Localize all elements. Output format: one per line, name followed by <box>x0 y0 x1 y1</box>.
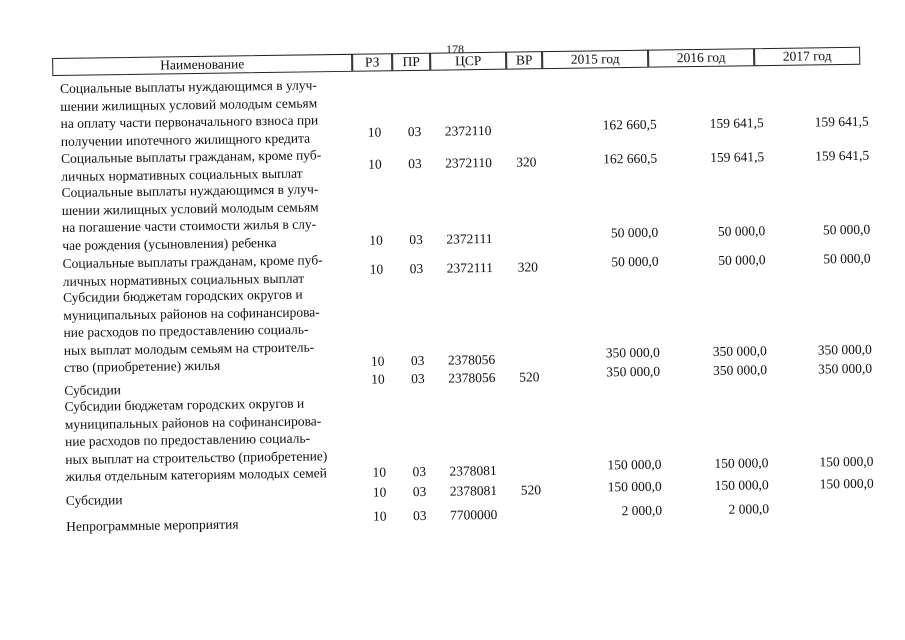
row-name: Субсидии <box>64 382 122 398</box>
row-csr: 2372110 <box>444 122 492 139</box>
row-pr: 03 <box>407 123 422 140</box>
row-csr: 2372110 <box>445 154 493 171</box>
row-2015: 150 000,0 <box>607 478 662 495</box>
row-2016: 50 000,0 <box>717 223 766 239</box>
row-2015: 350 000,0 <box>606 363 661 380</box>
row-2016: 350 000,0 <box>713 362 768 378</box>
header-rz: РЗ <box>352 53 392 72</box>
row-2016: 350 000,0 <box>712 343 767 359</box>
row-vr: 320 <box>516 154 537 170</box>
row-2015: 162 660,5 <box>602 116 657 133</box>
header-2016: 2016 год <box>648 48 754 67</box>
row-name: Социальные выплаты гражданам, кроме пуб- личных нормативных социальных выплат <box>62 252 323 289</box>
header-2015: 2015 год <box>542 50 648 69</box>
row-name: Социальные выплаты нуждающимся в улуч- шении жилищных условий молодым семьям на оплату части первоначального взноса при получении ипотечного жилищного кредита <box>60 77 319 149</box>
row-2017: 150 000,0 <box>819 475 874 492</box>
row-2016: 159 641,5 <box>710 149 765 165</box>
row-pr: 03 <box>412 463 427 480</box>
row-vr: 520 <box>520 482 542 498</box>
row-name: Субсидии <box>65 492 123 508</box>
header-csr: ЦСР <box>430 52 506 71</box>
row-2016: 150 000,0 <box>714 477 769 493</box>
row-2016: 2 000,0 <box>728 501 770 517</box>
row-rz: 10 <box>372 484 387 500</box>
row-name: Непрограммные мероприятия <box>66 516 239 534</box>
row-csr: 2372111 <box>446 230 493 247</box>
row-csr: 2378056 <box>448 369 496 386</box>
row-pr: 03 <box>413 507 427 524</box>
row-rz: 10 <box>369 261 384 277</box>
row-csr: 2372111 <box>446 259 494 276</box>
row-csr: 2378056 <box>447 351 496 368</box>
row-pr: 03 <box>409 260 424 277</box>
row-2016: 50 000,0 <box>718 252 766 268</box>
row-name: Социальные выплаты нуждающимся в улуч- шении жилищных условий молодым семьям на погашение части стоимости жилья в слу- чае рождения (усыновления) ребенка <box>61 181 319 253</box>
header-pr: ПР <box>392 53 430 72</box>
row-2017: 159 641,5 <box>814 113 869 130</box>
row-2015: 50 000,0 <box>610 224 659 241</box>
row-2016: 150 000,0 <box>714 455 769 471</box>
row-2017: 150 000,0 <box>819 453 874 470</box>
row-vr: 320 <box>517 259 539 275</box>
row-csr: 2378081 <box>449 462 497 479</box>
row-2016: 159 641,5 <box>709 115 764 131</box>
row-name: Субсидии бюджетам городских округов и муниципальных районов на софинансирова- ние расходов по предоставлению социаль- ных выплат молодым семьям на строитель- ство (приобретение) жилья <box>62 286 320 375</box>
row-pr: 03 <box>409 231 423 248</box>
row-vr: 520 <box>519 369 540 385</box>
header-name: Наименование <box>52 54 352 76</box>
row-pr: 03 <box>410 352 425 369</box>
row-rz: 10 <box>371 371 385 387</box>
row-2017: 50 000,0 <box>822 221 871 238</box>
page-number: 178 <box>446 42 464 56</box>
row-rz: 10 <box>368 156 382 172</box>
row-rz: 10 <box>369 232 383 248</box>
row-csr: 7700000 <box>450 506 498 523</box>
table-body <box>60 69 876 550</box>
row-2017: 159 641,5 <box>815 147 870 164</box>
row-2017: 50 000,0 <box>823 250 871 267</box>
row-rz: 10 <box>372 464 387 480</box>
header-vr: ВР <box>506 51 542 70</box>
row-rz: 10 <box>370 353 385 369</box>
row-2017: 350 000,0 <box>818 360 873 377</box>
row-pr: 03 <box>412 483 427 500</box>
row-rz: 10 <box>373 508 387 524</box>
row-name: Субсидии бюджетам городских округов и муниципальных районов на софинансирова- ние расходов по предоставлению социаль- ных выплат на строительство (приобретение) жилья отдельным категориям молодых семей <box>64 395 328 484</box>
table-row <box>66 501 876 534</box>
row-2015: 350 000,0 <box>605 344 660 361</box>
row-name: Социальные выплаты гражданам, кроме пуб- личных нормативных социальных выплат <box>60 147 322 184</box>
row-2015: 50 000,0 <box>611 253 659 270</box>
row-rz: 10 <box>367 124 382 140</box>
row-2015: 162 660,5 <box>603 150 658 167</box>
row-csr: 2378081 <box>449 482 498 499</box>
row-pr: 03 <box>411 370 425 387</box>
row-2015: 2 000,0 <box>621 502 663 519</box>
header-2017: 2017 год <box>754 47 860 66</box>
row-pr: 03 <box>408 155 422 172</box>
row-2015: 150 000,0 <box>607 456 662 473</box>
row-2017: 350 000,0 <box>817 341 872 358</box>
